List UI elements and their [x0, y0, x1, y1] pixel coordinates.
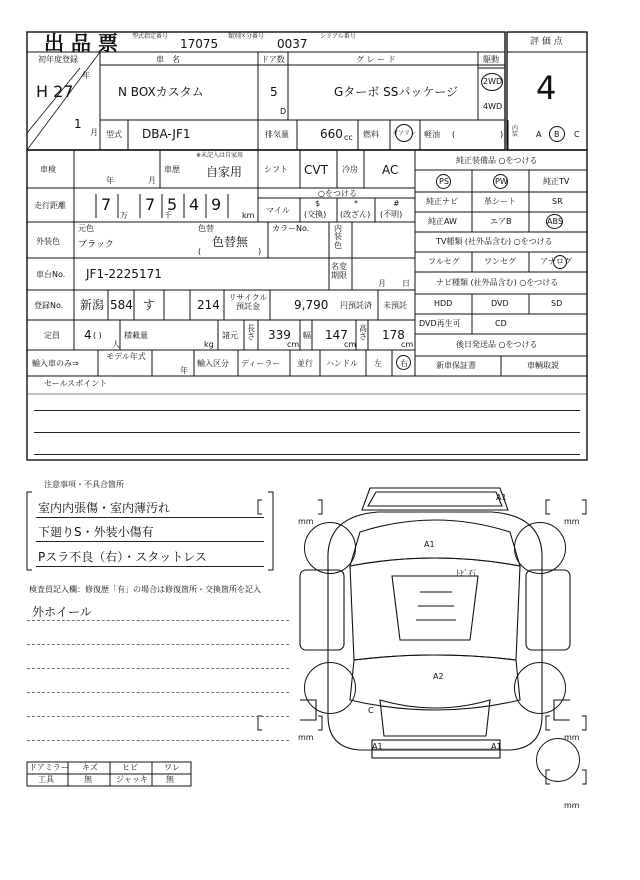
damage-mark-rear-bumper-right: A1	[491, 742, 502, 751]
displacement-unit: cc	[344, 133, 353, 142]
capacity-label: 定員	[44, 331, 60, 340]
navi-dvd: DVD	[491, 299, 509, 308]
model-code: DBA-JF1	[142, 127, 191, 141]
sales-line-3	[34, 454, 580, 455]
interior-b: B	[554, 130, 560, 139]
sales-line-1	[34, 410, 580, 411]
width-label: 幅	[303, 331, 311, 340]
handle-left: 左	[374, 359, 382, 368]
navi-cd: CD	[495, 319, 507, 328]
month-unit: 月	[90, 128, 98, 137]
exterior-color-label: 外装色	[36, 237, 60, 246]
load-label: 積載量	[124, 331, 148, 340]
history-value: 自家用	[206, 165, 243, 179]
color-change-label: 色替	[198, 224, 214, 233]
reg-kana: す	[143, 298, 156, 312]
recycle-unpaid: 未預託	[383, 301, 407, 310]
equip-abs: ABS	[547, 217, 563, 226]
vin-value: JF1-2225171	[86, 267, 162, 281]
car-name-label: 車 名	[156, 55, 180, 64]
score-label: 評 価 点	[530, 37, 563, 47]
expiry-month-unit: 月	[378, 279, 386, 288]
km-unit: km	[242, 211, 255, 220]
navi-title: ナビ種類 (社外品含む) ○をつける	[436, 278, 559, 287]
handle-right: 右	[400, 359, 408, 368]
inspector-line-2	[27, 644, 289, 645]
mile-unknown-note: (不明)	[380, 210, 403, 219]
equip-leather: 革シート	[484, 197, 516, 206]
length-value: 339	[268, 328, 291, 342]
length-unit: cm	[287, 340, 300, 349]
mileage-digit-1: 7	[101, 195, 112, 214]
note-line-3	[36, 566, 264, 567]
color-change-value: 色替無	[212, 235, 249, 249]
sales-line-2	[34, 432, 580, 433]
category-label: 類別区分番号	[228, 33, 265, 40]
front-right-tire	[514, 522, 566, 574]
missing-jack-value: 無	[166, 775, 174, 784]
history-label: 車歴	[164, 165, 180, 174]
mileage-digit-5: 9	[211, 195, 222, 214]
tv-full-seg: フルセグ	[428, 257, 460, 266]
mile-unknown: #	[393, 199, 400, 208]
vin-label: 車台No.	[36, 270, 66, 279]
capacity-value: 4	[84, 328, 92, 342]
fuel-paren-open: (	[452, 130, 456, 139]
import-year-unit: 年	[180, 366, 188, 375]
original-color-label: 元色	[78, 224, 94, 233]
color-no-label: カラーNo.	[272, 224, 310, 233]
original-color: ブラック	[78, 240, 114, 250]
grade-label: グ レ ー ド	[356, 55, 396, 64]
drive-2wd: 2WD	[483, 77, 503, 86]
parallel-label: 並行	[297, 359, 313, 368]
mile-tamper: *	[354, 199, 358, 208]
tv-one-seg: ワンセグ	[484, 257, 516, 266]
mileage-digit-3: 5	[167, 195, 178, 214]
equip-tv: 純正TV	[543, 177, 570, 186]
navi-hdd: HDD	[434, 299, 453, 308]
front-left-tire	[304, 522, 356, 574]
year-unit: 年	[82, 71, 90, 80]
spare-tire	[536, 738, 580, 782]
note-item-2: 下廻りS・外装小傷有	[38, 525, 154, 539]
inspector-line-3	[27, 668, 289, 669]
shift-label: シフト	[264, 165, 288, 174]
damage-mark-front-bumper: A1	[496, 493, 507, 502]
height-label: 高さ	[359, 324, 367, 342]
inspection-month-unit: 月	[148, 176, 156, 185]
fuel-paren-close: )	[500, 130, 504, 139]
door-type: D	[280, 107, 287, 116]
mm-front-right: mm	[564, 517, 580, 526]
form-title: 出 品 票	[44, 31, 118, 55]
height-unit: cm	[401, 340, 414, 349]
sen-unit: 千	[164, 211, 172, 220]
navi-sd: SD	[551, 299, 563, 308]
recycle-amount: 9,790	[294, 298, 329, 312]
reg-label: 登録No.	[34, 301, 64, 310]
width-value: 147	[325, 328, 348, 342]
handle-label: ハンドル	[326, 359, 358, 368]
mileage-digit-2: 7	[145, 195, 156, 214]
model-code-label: 型式	[106, 130, 122, 139]
serial-label: シリアル番号	[320, 33, 356, 40]
type-cert-label: 型式指定番号	[132, 33, 169, 40]
equip-sr: SR	[552, 197, 563, 206]
later-warranty: 新車保証書	[436, 361, 476, 370]
damage-mark-hood: A1	[424, 540, 435, 549]
inspector-line-5	[27, 716, 289, 717]
model-year-label: モデル年式	[106, 352, 146, 361]
note-line-2	[36, 541, 264, 542]
inspection-year-unit: 年	[106, 176, 114, 185]
type-cert-no: 17075	[180, 37, 219, 51]
door-count: 5	[270, 85, 278, 99]
missing-scratch: キズ	[82, 763, 98, 772]
kg-unit: kg	[204, 340, 214, 349]
displacement: 660	[320, 127, 343, 141]
mm-spare: mm	[564, 801, 580, 810]
inspector-line-4	[27, 692, 289, 693]
missing-mirror: ドアミラー	[29, 763, 69, 772]
capacity-paren: ( )	[93, 331, 102, 340]
length-label: 長さ	[247, 324, 255, 342]
history-note: ※未記入は自家用	[196, 152, 244, 159]
fuel-label: 燃料	[363, 130, 379, 139]
category-no: 0037	[277, 37, 308, 51]
equip-aw: 純正AW	[428, 217, 457, 226]
equip-airbag: エアB	[490, 217, 512, 226]
missing-tools: 工具	[38, 775, 54, 784]
tv-analog: アナログ	[540, 257, 572, 266]
import-category-label: 輸入区分	[197, 359, 229, 368]
mm-rear-left: mm	[298, 733, 314, 742]
car-name: N BOXカスタム	[118, 85, 204, 99]
equip-pw: PW	[495, 177, 508, 186]
color-paren-close: )	[258, 247, 262, 256]
mile-exchange: $	[315, 199, 321, 208]
import-label: 輸入車のみ⇒	[32, 359, 79, 368]
ac-value: AC	[382, 163, 399, 177]
navi-dvd-play: DVD再生可	[419, 319, 461, 328]
man-unit: 万	[120, 211, 128, 220]
later-title: 後日発送品 ○をつける	[456, 340, 538, 349]
inspector-label: 検査員記入欄：修復歴「有」の場合は修復箇所・交換箇所を記入	[29, 585, 261, 594]
interior-label: 内装	[512, 125, 519, 138]
rear-right-tire	[514, 662, 566, 714]
damage-mark-windshield: ﾄﾋﾞ石	[456, 569, 476, 578]
drive-4wd: 4WD	[483, 102, 503, 111]
height-value: 178	[382, 328, 405, 342]
width-unit: cm	[344, 340, 357, 349]
inspector-line-1	[27, 620, 289, 621]
interior-color-label: 内装色	[334, 224, 342, 250]
equip-navi: 純正ナビ	[426, 197, 458, 206]
missing-crack: ヒビ	[122, 763, 138, 772]
mm-front-left: mm	[298, 517, 314, 526]
shift-value: CVT	[304, 163, 328, 177]
recycle-label: リサイクル預託金	[228, 293, 268, 311]
mile-mark-label: ○をつける	[318, 189, 357, 198]
note-item-1: 室内内張傷・室内薄汚れ	[38, 501, 171, 515]
inspector-item-1: 外ホイール	[32, 605, 92, 619]
dealer-label: ディーラー	[241, 359, 281, 368]
inspector-line-6	[27, 740, 289, 741]
damage-mark-rear-left: C	[368, 706, 374, 715]
equipment-title: 純正装備品 ○をつける	[456, 156, 538, 165]
displacement-label: 排気量	[265, 130, 289, 139]
missing-jack: ジャッキ	[116, 775, 148, 784]
dims-label: 諸元	[222, 331, 238, 340]
mile-exchange-note: (交換)	[304, 210, 327, 219]
sales-point-label: セールスポイント	[44, 379, 108, 388]
inspection-label: 車検	[40, 165, 56, 174]
notes-label: 注意事項・不具合箇所	[44, 480, 124, 489]
note-item-3: Pスラ不良（右）・スタットレス	[38, 550, 207, 564]
recycle-status: 円預託済	[340, 301, 372, 310]
capacity-unit: 人	[112, 340, 120, 349]
grade-value: Gターボ SSパッケージ	[334, 85, 459, 99]
interior-a: A	[536, 130, 542, 139]
drive-label: 駆動	[483, 55, 499, 64]
door-label: ドア数	[261, 55, 285, 64]
name-change-expiry-label: 名変期限	[331, 262, 347, 280]
note-line-1	[36, 517, 264, 518]
mm-rear-right: mm	[564, 733, 580, 742]
ac-label: 冷房	[342, 165, 358, 174]
missing-tools-value: 無	[84, 775, 92, 784]
first-reg-month: 1	[74, 117, 82, 131]
reg-class: 584	[110, 298, 133, 312]
tv-title: TV種類 (社外品含む) ○をつける	[436, 237, 553, 246]
later-manual: 車輌取説	[527, 361, 559, 370]
first-reg-era: H 27	[36, 82, 74, 101]
score-value: 4	[536, 69, 557, 107]
damage-mark-rear: A2	[433, 672, 444, 681]
missing-break: ワレ	[164, 763, 180, 772]
damage-mark-rear-bumper-left: A1	[372, 742, 383, 751]
fuel-gasoline: ガソリン	[392, 130, 417, 137]
mile-label: マイル	[266, 206, 290, 215]
reg-number: 214	[197, 298, 220, 312]
fuel-diesel: 軽油	[424, 130, 440, 139]
equip-ps: PS	[439, 177, 449, 186]
first-reg-label: 初年度登録	[38, 55, 78, 64]
color-paren-open: (	[198, 247, 202, 256]
reg-region: 新潟	[80, 298, 105, 312]
expiry-day-unit: 日	[402, 279, 410, 288]
mileage-digit-4: 4	[189, 195, 200, 214]
mileage-label: 走行距離	[34, 201, 66, 210]
mile-tamper-note: (改ざん)	[340, 210, 371, 219]
interior-c: C	[574, 130, 580, 139]
rear-left-tire	[304, 662, 356, 714]
